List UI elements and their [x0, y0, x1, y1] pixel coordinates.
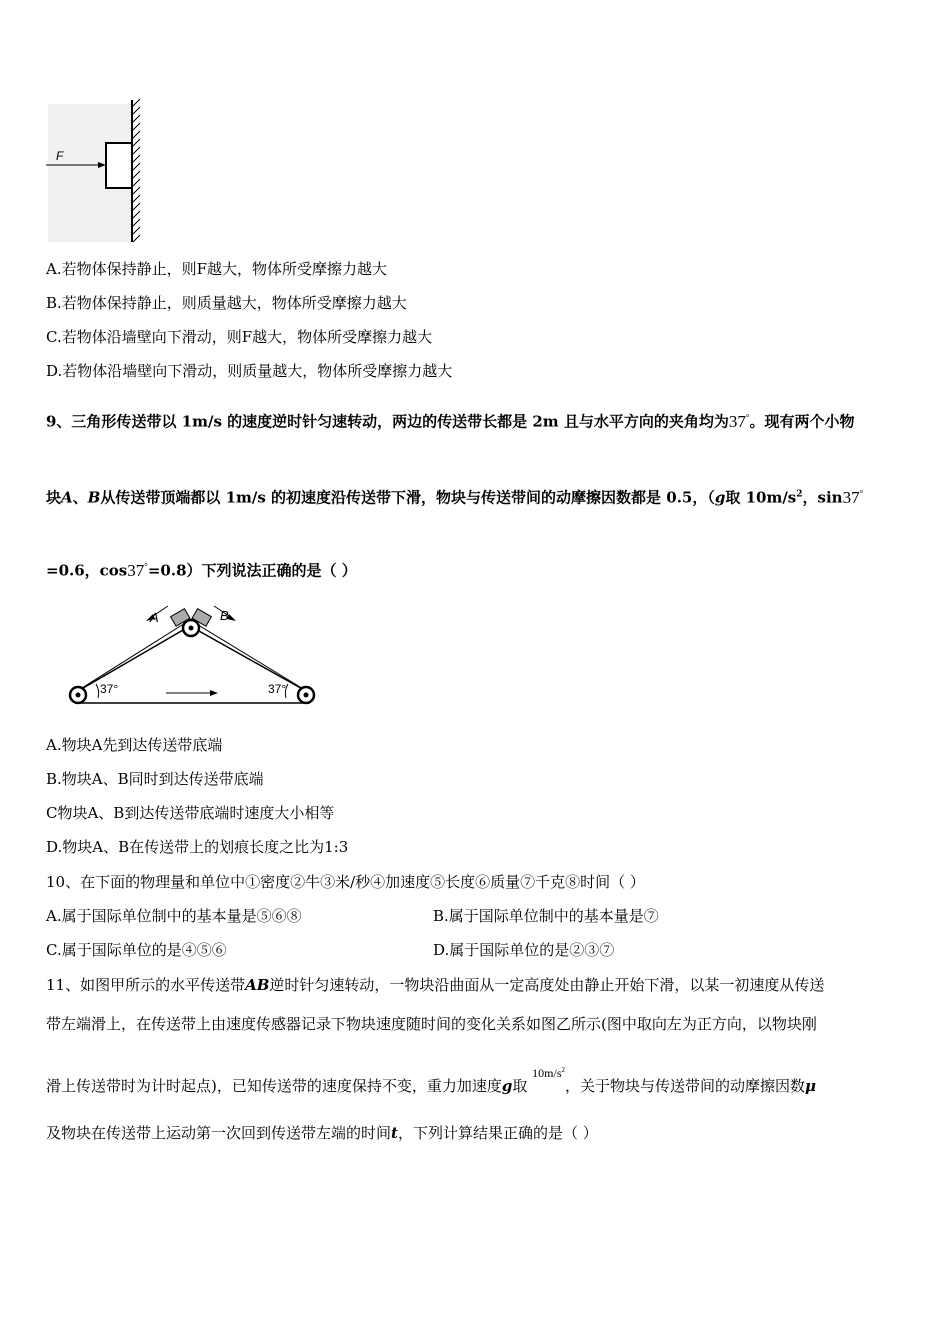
pulley-left — [70, 687, 86, 703]
q8-option-a: A.若物体保持静止，则F越大，物体所受摩擦力越大 — [46, 260, 388, 278]
q8-option-b: B.若物体保持静止，则质量越大，物体所受摩擦力越大 — [46, 294, 407, 312]
q8-option-c: C.若物体沿墙壁向下滑动，则F越大，物体所受摩擦力越大 — [46, 328, 433, 346]
q9-option-a: A.物块A先到达传送带底端 — [46, 736, 223, 754]
pulley-top — [183, 620, 199, 636]
label-b: B — [220, 608, 229, 623]
q9-option-d: D.物块A、B在传送带上的划痕长度之比为1:3 — [46, 838, 349, 856]
q10-option-d: D.属于国际单位的是②③⑦ — [433, 941, 615, 959]
q8-option-d: D.若物体沿墙壁向下滑动，则质量越大，物体所受摩擦力越大 — [46, 362, 453, 380]
q9-option-c: C物块A、B到达传送带底端时速度大小相等 — [46, 804, 335, 822]
q11-stem-line1: 11、如图甲所示的水平传送带AB逆时针匀速转动，一物块沿曲面从一定高度处由静止开始下滑，以某一初速度从传送 — [46, 976, 825, 994]
q9-stem-line3: =0.6，cos37°=0.8）下列说法正确的是（ ） — [46, 560, 357, 580]
q10-option-a: A.属于国际单位制中的基本量是⑤⑥⑧ — [46, 907, 302, 925]
pulley-right — [298, 687, 314, 703]
q9-stem-line2: 块A、B从传送带顶端都以 1m/s 的初速度沿传送带下滑，物块与传送带间的动摩擦因数都是 0.5，（g取 $10m/s^2$，sin37° — [46, 487, 864, 507]
q11-stem-line3: 滑上传送带时为计时起点)，已知传送带的速度保持不变，重力加速度g取 $10m/s^2$，关于物块与传送带间的动摩擦因数μ — [46, 1066, 816, 1095]
q10-stem: 10、在下面的物理量和单位中①密度②牛③米/秒④加速度⑤长度⑥质量⑦千克⑧时间（ ） — [46, 873, 645, 891]
force-label: F — [56, 149, 64, 163]
q11-stem-line2: 带左端滑上，在传送带上由速度传感器记录下物块速度随时间的变化关系如图乙所示(图中取向左为正方向，以物块刚 — [46, 1015, 817, 1033]
wall-block-figure — [44, 96, 144, 246]
q10-option-c: C.属于国际单位的是④⑤⑥ — [46, 941, 227, 959]
q10-option-b: B.属于国际单位制中的基本量是⑦ — [433, 907, 659, 925]
conveyor-figure — [60, 598, 330, 710]
q9-option-b: B.物块A、B同时到达传送带底端 — [46, 770, 264, 788]
q11-stem-line4: 及物块在传送带上运动第一次回到传送带左端的时间t，下列计算结果正确的是（ ） — [46, 1124, 598, 1142]
label-a: A — [150, 610, 159, 625]
q9-stem-line1: 9、三角形传送带以 1m/s 的速度逆时针匀速转动，两边的传送带长都是 2m 且与水平方向的夹角均为37°。现有两个小物 — [46, 411, 855, 431]
angle-left: 37° — [100, 682, 119, 696]
angle-right: 37° — [268, 682, 287, 696]
block — [106, 143, 132, 188]
